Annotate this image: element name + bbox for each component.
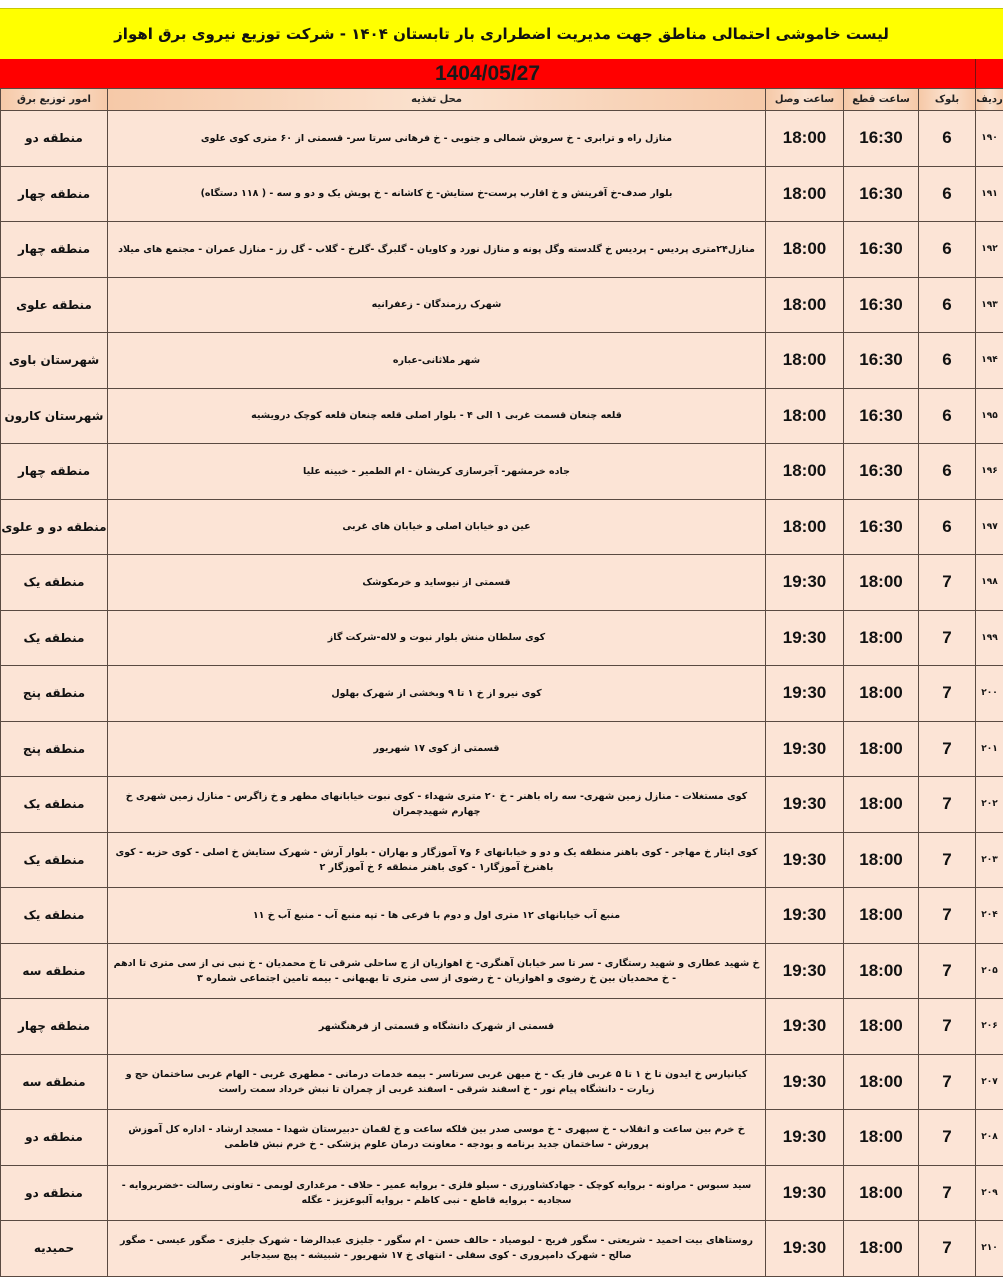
location-cell: سید سبوس - مراونه - بروایه کوچک - جهادکشاورزی - سیلو فلزی - بروایه عمیر - حلاف - مرغداری لویمی - تعاونی رسالت -خضربروایه - سجادیه - بروایه قاطع - نبی کاظم - بروایه آلبوعزیز - عگله xyxy=(108,1165,766,1221)
reconnect-time-cell: 19:30 xyxy=(766,1110,844,1166)
block-cell: 6 xyxy=(919,111,976,167)
cut-time-cell: 18:00 xyxy=(844,1221,919,1277)
cut-time-cell: 18:00 xyxy=(844,666,919,722)
location-cell: کوی سلطان منش بلوار نبوت و لاله-شرکت گاز xyxy=(108,610,766,666)
reconnect-time-cell: 18:00 xyxy=(766,499,844,555)
cut-time-cell: 18:00 xyxy=(844,943,919,999)
cut-time-cell: 18:00 xyxy=(844,832,919,888)
header-row-number: ردیف xyxy=(976,89,1003,111)
reconnect-time-cell: 18:00 xyxy=(766,277,844,333)
row-number-cell: ۱۹۸ xyxy=(976,555,1003,611)
row-number-cell: ۲۰۲ xyxy=(976,777,1003,833)
reconnect-time-cell: 18:00 xyxy=(766,333,844,389)
date-banner-corner xyxy=(975,59,1003,88)
header-cut-time: ساعت قطع xyxy=(844,89,919,111)
table-row xyxy=(1,277,1003,333)
row-number-cell: ۲۰۳ xyxy=(976,832,1003,888)
table-row xyxy=(1,666,1003,722)
header-reconnect-time: ساعت وصل xyxy=(766,89,844,111)
block-cell: 6 xyxy=(919,388,976,444)
location-cell: قسمتی از شهرک دانشگاه و قسمتی از فرهنگشهر xyxy=(108,999,766,1055)
block-cell: 7 xyxy=(919,1221,976,1277)
reconnect-time-cell: 18:00 xyxy=(766,166,844,222)
district-cell: شهرستان باوی xyxy=(1,333,108,389)
reconnect-time-cell: 19:30 xyxy=(766,610,844,666)
cut-time-cell: 18:00 xyxy=(844,555,919,611)
location-cell: شهرک رزمندگان - زعفرانیه xyxy=(108,277,766,333)
location-cell: منازل۲۴متری پردیس - پردیس خ گلدسته وگل پونه و منازل نورد و کاویان - گلبرگ -گلرخ - گلاب - گل رز - منازل عمران - مجتمع های میلاد xyxy=(108,222,766,278)
cut-time-cell: 16:30 xyxy=(844,166,919,222)
block-cell: 7 xyxy=(919,999,976,1055)
location-cell: قسمتی از کوی ۱۷ شهریور xyxy=(108,721,766,777)
location-cell: کوی نیرو از خ ۱ تا ۹ وبخشی از شهرک بهلول xyxy=(108,666,766,722)
row-number-cell: ۲۰۹ xyxy=(976,1165,1003,1221)
cut-time-cell: 16:30 xyxy=(844,388,919,444)
row-number-cell: ۲۰۱ xyxy=(976,721,1003,777)
reconnect-time-cell: 19:30 xyxy=(766,999,844,1055)
district-cell: منطقه یک xyxy=(1,832,108,888)
reconnect-time-cell: 19:30 xyxy=(766,666,844,722)
reconnect-time-cell: 19:30 xyxy=(766,777,844,833)
cut-time-cell: 18:00 xyxy=(844,999,919,1055)
location-cell: کوی مستغلات - منازل زمین شهری- سه راه باهنر - خ ۲۰ متری شهداء - کوی نبوت خیابانهای مطهر و خ زاگرس - منازل زمین شهری خ چهارم شهیدچمران xyxy=(108,777,766,833)
block-cell: 6 xyxy=(919,277,976,333)
district-cell: منطقه دو xyxy=(1,111,108,167)
row-number-cell: ۲۰۵ xyxy=(976,943,1003,999)
cut-time-cell: 18:00 xyxy=(844,888,919,944)
block-cell: 6 xyxy=(919,222,976,278)
location-cell: منازل راه و ترابری - خ سروش شمالی و جنوبی - خ فرهانی سرتا سر- قسمتی از ۶۰ متری کوی علوی xyxy=(108,111,766,167)
block-cell: 7 xyxy=(919,1110,976,1166)
district-cell: منطقه علوی xyxy=(1,277,108,333)
table-row xyxy=(1,1110,1003,1166)
reconnect-time-cell: 18:00 xyxy=(766,111,844,167)
table-header-row xyxy=(1,89,1003,111)
cut-time-cell: 18:00 xyxy=(844,1165,919,1221)
location-cell: قسمتی از نیوساید و خرمکوشک xyxy=(108,555,766,611)
location-cell: بلوار صدف-خ آفرینش و خ اقارب پرست-خ ستایش- خ کاشانه - خ پویش یک و دو و سه - ( ۱۱۸ دستگاه) xyxy=(108,166,766,222)
table-row xyxy=(1,888,1003,944)
reconnect-time-cell: 18:00 xyxy=(766,388,844,444)
block-cell: 6 xyxy=(919,499,976,555)
cut-time-cell: 16:30 xyxy=(844,222,919,278)
block-cell: 7 xyxy=(919,943,976,999)
row-number-cell: ۲۰۶ xyxy=(976,999,1003,1055)
district-cell: منطقه چهار xyxy=(1,222,108,278)
header-block: بلوک xyxy=(919,89,976,111)
district-cell: منطقه یک xyxy=(1,777,108,833)
district-cell: منطقه چهار xyxy=(1,166,108,222)
block-cell: 6 xyxy=(919,166,976,222)
table-row xyxy=(1,111,1003,167)
location-cell: کوی ایثار خ مهاجر - کوی باهنر منطقه یک و دو و خیابانهای ۶ و۷ آموزگار و بهاران - بلوار آرش - شهرک ستایش خ اصلی - کوی حزبه - کوی باهنرخ آموزگار۱ - کوی باهنر منطقه ۶ خ آموزگار ۲ xyxy=(108,832,766,888)
table-row xyxy=(1,1165,1003,1221)
district-cell: منطقه یک xyxy=(1,888,108,944)
cut-time-cell: 16:30 xyxy=(844,333,919,389)
cut-time-cell: 18:00 xyxy=(844,1110,919,1166)
page-title: لیست خاموشی احتمالی مناطق جهت مدیریت اضطراری بار تابستان ۱۴۰۴ - شرکت توزیع نیروی برق اهواز xyxy=(114,25,889,43)
district-cell: منطقه سه xyxy=(1,1054,108,1110)
table-row xyxy=(1,777,1003,833)
table-row xyxy=(1,1221,1003,1277)
district-cell: منطقه یک xyxy=(1,555,108,611)
district-cell: منطقه دو xyxy=(1,1110,108,1166)
date-banner xyxy=(0,59,975,88)
row-number-cell: ۲۰۷ xyxy=(976,1054,1003,1110)
cut-time-cell: 18:00 xyxy=(844,721,919,777)
schedule-date: 1404/05/27 xyxy=(434,61,541,85)
row-number-cell: ۱۹۶ xyxy=(976,444,1003,500)
row-number-cell: ۲۰۰ xyxy=(976,666,1003,722)
reconnect-time-cell: 19:30 xyxy=(766,1221,844,1277)
table-row xyxy=(1,610,1003,666)
title-banner xyxy=(0,8,1003,59)
cut-time-cell: 18:00 xyxy=(844,1054,919,1110)
district-cell: منطقه یک xyxy=(1,610,108,666)
location-cell: شهر ملاثانی-عباره xyxy=(108,333,766,389)
table-row xyxy=(1,166,1003,222)
block-cell: 7 xyxy=(919,666,976,722)
row-number-cell: ۲۰۸ xyxy=(976,1110,1003,1166)
block-cell: 7 xyxy=(919,888,976,944)
district-cell: منطقه دو و علوی xyxy=(1,499,108,555)
block-cell: 7 xyxy=(919,721,976,777)
district-cell: منطقه دو xyxy=(1,1165,108,1221)
block-cell: 7 xyxy=(919,832,976,888)
table-row xyxy=(1,222,1003,278)
table-row xyxy=(1,943,1003,999)
row-number-cell: ۱۹۴ xyxy=(976,333,1003,389)
block-cell: 6 xyxy=(919,444,976,500)
location-cell: خ خرم بین ساعت و انقلاب - خ سپهری - خ موسی صدر بین فلکه ساعت و خ لقمان -دبیرستان شهدا - مسجد ارشاد - اداره کل آموزش پرورش - ساختمان جدید برنامه و بودجه - معاونت درمان علوم پزشکی - خ خرم نبش فاطمی xyxy=(108,1110,766,1166)
location-cell: قلعه چنعان قسمت غربی ۱ الی ۴ - بلوار اصلی قلعه چنعان قلعه کوچک درویشیه xyxy=(108,388,766,444)
table-row xyxy=(1,333,1003,389)
location-cell: جاده خرمشهر- آجرسازی کریشان - ام الطمیر - خبینه علیا xyxy=(108,444,766,500)
block-cell: 7 xyxy=(919,1165,976,1221)
cut-time-cell: 16:30 xyxy=(844,499,919,555)
table-row xyxy=(1,444,1003,500)
row-number-cell: ۱۹۵ xyxy=(976,388,1003,444)
block-cell: 7 xyxy=(919,555,976,611)
row-number-cell: ۱۹۰ xyxy=(976,111,1003,167)
location-cell: کیانپارس خ ایدون تا خ ۱ تا ۵ غربی فاز یک - خ میهن غربی سرتاسر - بیمه خدمات درمانی - مطهری غربی - الهام غربی ساختمان حج و زیارت - دانشگاه پیام نور - خ اسفند شرقی - اسفند غربی از چمران تا نبش خرداد سمت راست xyxy=(108,1054,766,1110)
table-body xyxy=(1,111,1003,1277)
district-cell: منطقه سه xyxy=(1,943,108,999)
district-cell: حمیدیه xyxy=(1,1221,108,1277)
reconnect-time-cell: 19:30 xyxy=(766,721,844,777)
table-row xyxy=(1,555,1003,611)
reconnect-time-cell: 19:30 xyxy=(766,1054,844,1110)
location-cell: خ شهید عطاری و شهید رستگاری - سر تا سر خیابان آهنگری- خ اهوازیان از ج ساحلی شرقی تا خ محمدیان - خ نبی نی از سی متری تا ادهم - خ محمدیان بین خ رضوی و اهوازیان - خ رضوی از سی متری تا بهبهانی - بیمه تامین اجتماعی شماره ۳ xyxy=(108,943,766,999)
reconnect-time-cell: 18:00 xyxy=(766,222,844,278)
row-number-cell: ۱۹۳ xyxy=(976,277,1003,333)
reconnect-time-cell: 19:30 xyxy=(766,943,844,999)
reconnect-time-cell: 19:30 xyxy=(766,1165,844,1221)
district-cell: شهرستان کارون xyxy=(1,388,108,444)
row-number-cell: ۱۹۲ xyxy=(976,222,1003,278)
reconnect-time-cell: 18:00 xyxy=(766,444,844,500)
cut-time-cell: 18:00 xyxy=(844,610,919,666)
row-number-cell: ۱۹۱ xyxy=(976,166,1003,222)
table-row xyxy=(1,721,1003,777)
header-district: امور توزیع برق xyxy=(1,89,108,111)
location-cell: روستاهای بیت احمید - شریعتی - سگور فریح - لبوصیاد - حالف حسن - ام سگور - جلیزی عبدالرضا - شهرک جلیزی - صگور عیسی - صگور صالح - شهرک دامپروری - کوی سفلی - انتهای خ ۱۷ شهریور - شبیشه - پیچ سیدجابر xyxy=(108,1221,766,1277)
cut-time-cell: 18:00 xyxy=(844,777,919,833)
district-cell: منطقه پنج xyxy=(1,666,108,722)
table-row xyxy=(1,1054,1003,1110)
outage-table xyxy=(0,88,1003,1277)
cut-time-cell: 16:30 xyxy=(844,277,919,333)
cut-time-cell: 16:30 xyxy=(844,444,919,500)
block-cell: 7 xyxy=(919,777,976,833)
block-cell: 6 xyxy=(919,333,976,389)
block-cell: 7 xyxy=(919,1054,976,1110)
row-number-cell: ۲۰۴ xyxy=(976,888,1003,944)
table-row xyxy=(1,388,1003,444)
table-row xyxy=(1,499,1003,555)
district-cell: منطقه چهار xyxy=(1,444,108,500)
header-location: محل تغذیه xyxy=(108,89,766,111)
location-cell: عین دو خیابان اصلی و خیابان های غربی xyxy=(108,499,766,555)
row-number-cell: ۱۹۷ xyxy=(976,499,1003,555)
district-cell: منطقه پنج xyxy=(1,721,108,777)
row-number-cell: ۲۱۰ xyxy=(976,1221,1003,1277)
row-number-cell: ۱۹۹ xyxy=(976,610,1003,666)
reconnect-time-cell: 19:30 xyxy=(766,555,844,611)
table-row xyxy=(1,999,1003,1055)
district-cell: منطقه چهار xyxy=(1,999,108,1055)
block-cell: 7 xyxy=(919,610,976,666)
cut-time-cell: 16:30 xyxy=(844,111,919,167)
table-row xyxy=(1,832,1003,888)
reconnect-time-cell: 19:30 xyxy=(766,888,844,944)
location-cell: منبع آب خیابانهای ۱۲ متری اول و دوم با فرعی ها - تپه منبع آب - منبع آب خ ۱۱ xyxy=(108,888,766,944)
reconnect-time-cell: 19:30 xyxy=(766,832,844,888)
